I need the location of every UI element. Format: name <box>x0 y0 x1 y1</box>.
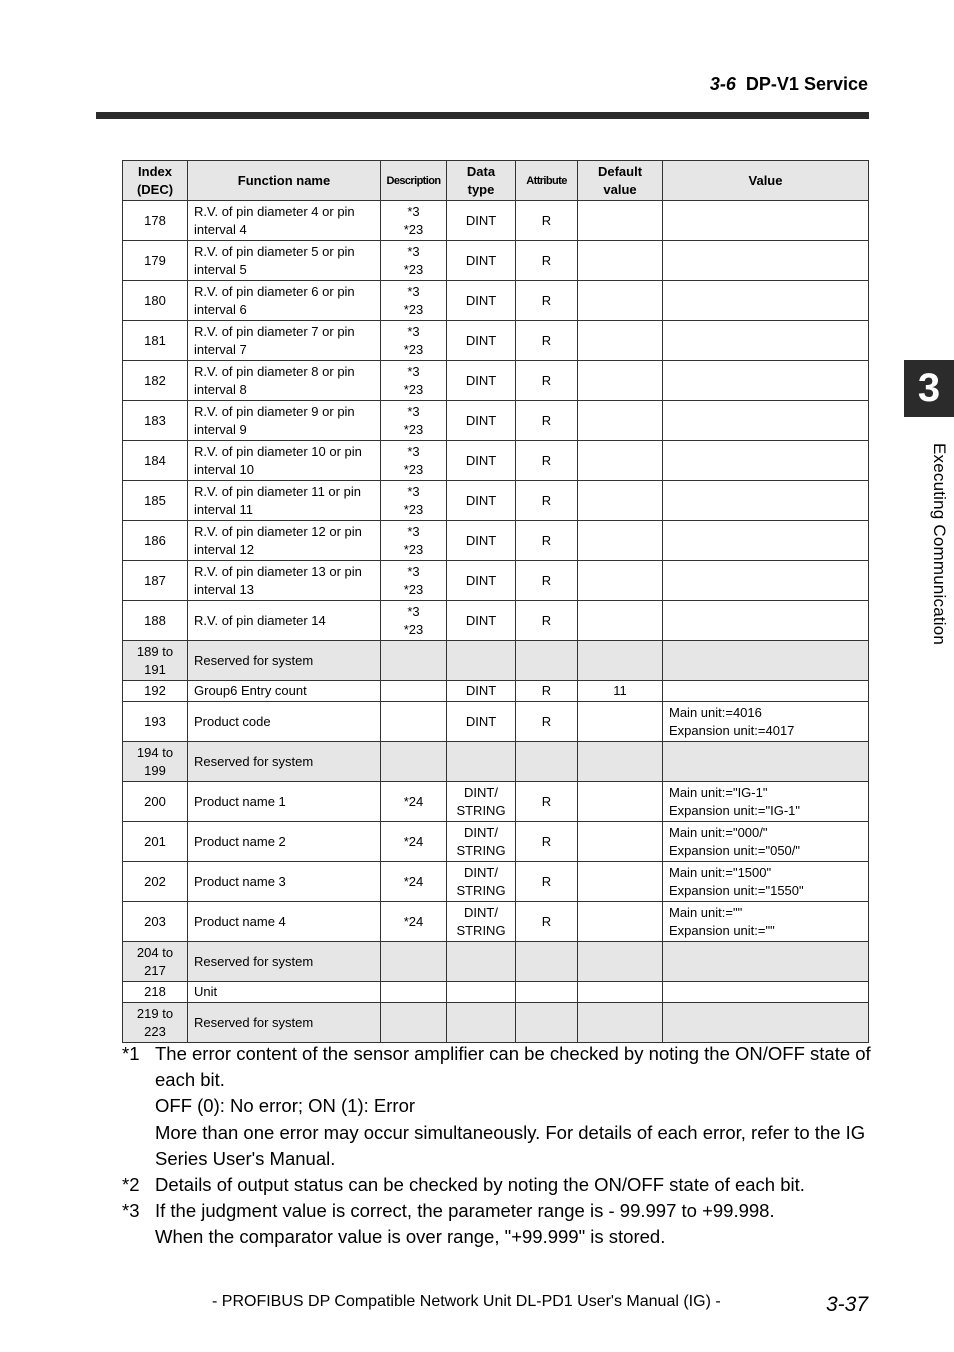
cell-value <box>663 321 869 361</box>
footnote-1-line-2: OFF (0): No error; ON (1): Error <box>155 1095 416 1117</box>
cell-index: 204 to 217 <box>123 942 188 982</box>
cell-index: 186 <box>123 521 188 561</box>
cell-default-value <box>578 601 663 641</box>
cell-attribute: R <box>516 902 578 942</box>
footnote-text: Details of output status can be checked by noting the ON/OFF state of each bit. <box>155 1174 805 1196</box>
cell-attribute: R <box>516 822 578 862</box>
cell-value <box>663 982 869 1003</box>
cell-description: *3 *23 <box>381 521 447 561</box>
footnote-3-line-2: When the comparator value is over range, "+99.999" is stored. <box>155 1226 666 1248</box>
cell-attribute <box>516 942 578 982</box>
cell-data-type: DINT <box>447 281 516 321</box>
footnotes <box>122 1041 872 1251</box>
cell-index: 187 <box>123 561 188 601</box>
cell-data-type <box>447 982 516 1003</box>
cell-default-value <box>578 441 663 481</box>
cell-value <box>663 681 869 702</box>
cell-description: *3 *23 <box>381 361 447 401</box>
cell-data-type <box>447 742 516 782</box>
cell-value <box>663 481 869 521</box>
footnote-marker: *1 <box>122 1043 140 1064</box>
cell-attribute: R <box>516 862 578 902</box>
table-row <box>123 822 869 862</box>
footnote-1-line-3: More than one error may occur simultaneously. For details of each error, refer to the IG Series User's Manual. <box>155 1121 866 1169</box>
cell-description: *24 <box>381 822 447 862</box>
cell-function-name: R.V. of pin diameter 10 or pin interval 10 <box>188 441 381 481</box>
cell-index: 183 <box>123 401 188 441</box>
cell-value <box>663 401 869 441</box>
col-header-function-name: Function name <box>188 161 381 201</box>
cell-value <box>663 601 869 641</box>
cell-default-value <box>578 201 663 241</box>
table-row-reserved <box>123 742 869 782</box>
cell-value <box>663 281 869 321</box>
cell-function-name: Unit <box>188 982 381 1003</box>
cell-data-type: DINT <box>447 241 516 281</box>
cell-index: 193 <box>123 702 188 742</box>
cell-description: *3 *23 <box>381 481 447 521</box>
cell-index: 203 <box>123 902 188 942</box>
table-row <box>123 321 869 361</box>
table-row <box>123 521 869 561</box>
col-header-data-type: Data type <box>447 161 516 201</box>
cell-attribute: R <box>516 601 578 641</box>
table-row <box>123 481 869 521</box>
cell-default-value <box>578 942 663 982</box>
col-header-default-value: Default value <box>578 161 663 201</box>
cell-value <box>663 521 869 561</box>
cell-function-name: Product name 1 <box>188 782 381 822</box>
cell-default-value: 11 <box>578 681 663 702</box>
cell-index: 201 <box>123 822 188 862</box>
cell-description: *24 <box>381 862 447 902</box>
cell-description <box>381 641 447 681</box>
cell-data-type: DINT <box>447 401 516 441</box>
section-number: 3-6 <box>709 74 736 94</box>
footnote-marker: *2 <box>122 1174 140 1196</box>
cell-data-type: DINT/ STRING <box>447 862 516 902</box>
cell-function-name: Reserved for system <box>188 641 381 681</box>
cell-default-value <box>578 281 663 321</box>
col-header-index: Index (DEC) <box>123 161 188 201</box>
table-header-row <box>123 161 869 201</box>
cell-index: 184 <box>123 441 188 481</box>
cell-data-type: DINT <box>447 361 516 401</box>
footnote-text: If the judgment value is correct, the parameter range is - 99.997 to +99.998. <box>155 1200 775 1222</box>
col-header-attribute: Attribute <box>516 161 578 201</box>
cell-attribute: R <box>516 321 578 361</box>
cell-description: *3 *23 <box>381 201 447 241</box>
cell-default-value <box>578 902 663 942</box>
cell-data-type <box>447 942 516 982</box>
cell-description: *3 *23 <box>381 281 447 321</box>
footnote-marker: *3 <box>122 1200 140 1222</box>
cell-default-value <box>578 321 663 361</box>
cell-attribute: R <box>516 401 578 441</box>
cell-attribute: R <box>516 361 578 401</box>
section-header <box>710 74 868 95</box>
section-title: DP-V1 Service <box>745 74 868 94</box>
cell-attribute: R <box>516 561 578 601</box>
cell-function-name: Product code <box>188 702 381 742</box>
cell-attribute <box>516 742 578 782</box>
cell-value <box>663 641 869 681</box>
cell-description: *3 *23 <box>381 401 447 441</box>
cell-default-value <box>578 862 663 902</box>
chapter-side-label: Executing Communication <box>930 443 949 646</box>
cell-data-type <box>447 641 516 681</box>
cell-default-value <box>578 561 663 601</box>
table-row-reserved <box>123 641 869 681</box>
cell-function-name: R.V. of pin diameter 4 or pin interval 4 <box>188 201 381 241</box>
table-row-reserved <box>123 1003 869 1043</box>
cell-data-type: DINT <box>447 441 516 481</box>
table-row <box>123 681 869 702</box>
footer-manual-title: - PROFIBUS DP Compatible Network Unit DL-PD1 User's Manual (IG) - <box>212 1293 721 1310</box>
cell-index: 218 <box>123 982 188 1003</box>
cell-function-name: Group6 Entry count <box>188 681 381 702</box>
cell-value <box>663 201 869 241</box>
cell-description <box>381 1003 447 1043</box>
cell-attribute: R <box>516 521 578 561</box>
footnote-3 <box>122 1198 872 1224</box>
cell-value: Main unit:="" Expansion unit:="" <box>663 902 869 942</box>
table-row <box>123 902 869 942</box>
table-row <box>123 702 869 742</box>
cell-default-value <box>578 481 663 521</box>
cell-data-type: DINT <box>447 561 516 601</box>
header-rule <box>96 112 869 119</box>
cell-index: 188 <box>123 601 188 641</box>
cell-default-value <box>578 782 663 822</box>
cell-function-name: R.V. of pin diameter 11 or pin interval 11 <box>188 481 381 521</box>
cell-default-value <box>578 982 663 1003</box>
cell-function-name: Product name 3 <box>188 862 381 902</box>
cell-function-name: Reserved for system <box>188 1003 381 1043</box>
cell-data-type: DINT/ STRING <box>447 782 516 822</box>
cell-data-type: DINT <box>447 201 516 241</box>
cell-function-name: Reserved for system <box>188 742 381 782</box>
cell-description <box>381 942 447 982</box>
cell-function-name: R.V. of pin diameter 13 or pin interval 13 <box>188 561 381 601</box>
table-row-reserved <box>123 942 869 982</box>
table-row <box>123 401 869 441</box>
cell-attribute: R <box>516 241 578 281</box>
cell-attribute: R <box>516 201 578 241</box>
cell-default-value <box>578 742 663 782</box>
cell-index: 189 to 191 <box>123 641 188 681</box>
cell-attribute <box>516 641 578 681</box>
cell-data-type: DINT <box>447 481 516 521</box>
cell-function-name: Product name 2 <box>188 822 381 862</box>
cell-attribute: R <box>516 681 578 702</box>
cell-index: 179 <box>123 241 188 281</box>
cell-default-value <box>578 702 663 742</box>
table-row <box>123 441 869 481</box>
cell-value: Main unit:="1500" Expansion unit:="1550" <box>663 862 869 902</box>
cell-function-name: R.V. of pin diameter 7 or pin interval 7 <box>188 321 381 361</box>
cell-description: *3 *23 <box>381 561 447 601</box>
cell-function-name: Product name 4 <box>188 902 381 942</box>
parameter-table <box>122 160 869 1043</box>
cell-description: *3 *23 <box>381 241 447 281</box>
cell-default-value <box>578 361 663 401</box>
cell-index: 180 <box>123 281 188 321</box>
table-row <box>123 982 869 1003</box>
cell-function-name: R.V. of pin diameter 9 or pin interval 9 <box>188 401 381 441</box>
cell-data-type: DINT <box>447 681 516 702</box>
cell-value <box>663 742 869 782</box>
cell-index: 181 <box>123 321 188 361</box>
cell-value <box>663 361 869 401</box>
page-number: 3-37 <box>825 1293 868 1316</box>
cell-value <box>663 942 869 982</box>
cell-function-name: R.V. of pin diameter 6 or pin interval 6 <box>188 281 381 321</box>
cell-attribute: R <box>516 441 578 481</box>
cell-data-type: DINT <box>447 601 516 641</box>
footnote-1 <box>122 1041 872 1093</box>
cell-data-type: DINT <box>447 521 516 561</box>
cell-data-type: DINT/ STRING <box>447 902 516 942</box>
footnote-2 <box>122 1172 872 1198</box>
cell-function-name: R.V. of pin diameter 14 <box>188 601 381 641</box>
cell-attribute: R <box>516 481 578 521</box>
cell-attribute: R <box>516 702 578 742</box>
table-row <box>123 361 869 401</box>
table-row <box>123 281 869 321</box>
table-row <box>123 601 869 641</box>
cell-index: 219 to 223 <box>123 1003 188 1043</box>
cell-data-type: DINT/ STRING <box>447 822 516 862</box>
cell-value: Main unit:="000/" Expansion unit:="050/" <box>663 822 869 862</box>
cell-function-name: R.V. of pin diameter 12 or pin interval 12 <box>188 521 381 561</box>
table-row <box>123 862 869 902</box>
cell-value <box>663 1003 869 1043</box>
cell-description: *3 *23 <box>381 441 447 481</box>
cell-value: Main unit:="IG-1" Expansion unit:="IG-1" <box>663 782 869 822</box>
cell-index: 202 <box>123 862 188 902</box>
footnote-text: The error content of the sensor amplifier can be checked by noting the ON/OFF state of each bit. <box>155 1043 871 1091</box>
cell-value <box>663 241 869 281</box>
cell-attribute <box>516 1003 578 1043</box>
cell-attribute: R <box>516 782 578 822</box>
cell-default-value <box>578 401 663 441</box>
cell-function-name: R.V. of pin diameter 5 or pin interval 5 <box>188 241 381 281</box>
cell-description <box>381 742 447 782</box>
table-row <box>123 201 869 241</box>
cell-index: 178 <box>123 201 188 241</box>
table-row <box>123 241 869 281</box>
cell-index: 194 to 199 <box>123 742 188 782</box>
cell-description: *3 *23 <box>381 321 447 361</box>
table-row <box>123 782 869 822</box>
col-header-value: Value <box>663 161 869 201</box>
cell-attribute: R <box>516 281 578 321</box>
cell-index: 200 <box>123 782 188 822</box>
cell-function-name: Reserved for system <box>188 942 381 982</box>
cell-value <box>663 441 869 481</box>
col-header-description: Description <box>381 161 447 201</box>
cell-description <box>381 681 447 702</box>
cell-description <box>381 702 447 742</box>
cell-value: Main unit:=4016 Expansion unit:=4017 <box>663 702 869 742</box>
cell-index: 192 <box>123 681 188 702</box>
cell-value <box>663 561 869 601</box>
cell-description: *24 <box>381 902 447 942</box>
chapter-number-tab: 3 <box>904 360 954 417</box>
cell-default-value <box>578 822 663 862</box>
cell-index: 185 <box>123 481 188 521</box>
cell-description <box>381 982 447 1003</box>
cell-default-value <box>578 641 663 681</box>
cell-default-value <box>578 1003 663 1043</box>
table-row <box>123 561 869 601</box>
cell-function-name: R.V. of pin diameter 8 or pin interval 8 <box>188 361 381 401</box>
cell-data-type: DINT <box>447 321 516 361</box>
cell-data-type: DINT <box>447 702 516 742</box>
cell-default-value <box>578 241 663 281</box>
cell-data-type <box>447 1003 516 1043</box>
cell-default-value <box>578 521 663 561</box>
cell-description: *3 *23 <box>381 601 447 641</box>
cell-index: 182 <box>123 361 188 401</box>
cell-description: *24 <box>381 782 447 822</box>
cell-attribute <box>516 982 578 1003</box>
